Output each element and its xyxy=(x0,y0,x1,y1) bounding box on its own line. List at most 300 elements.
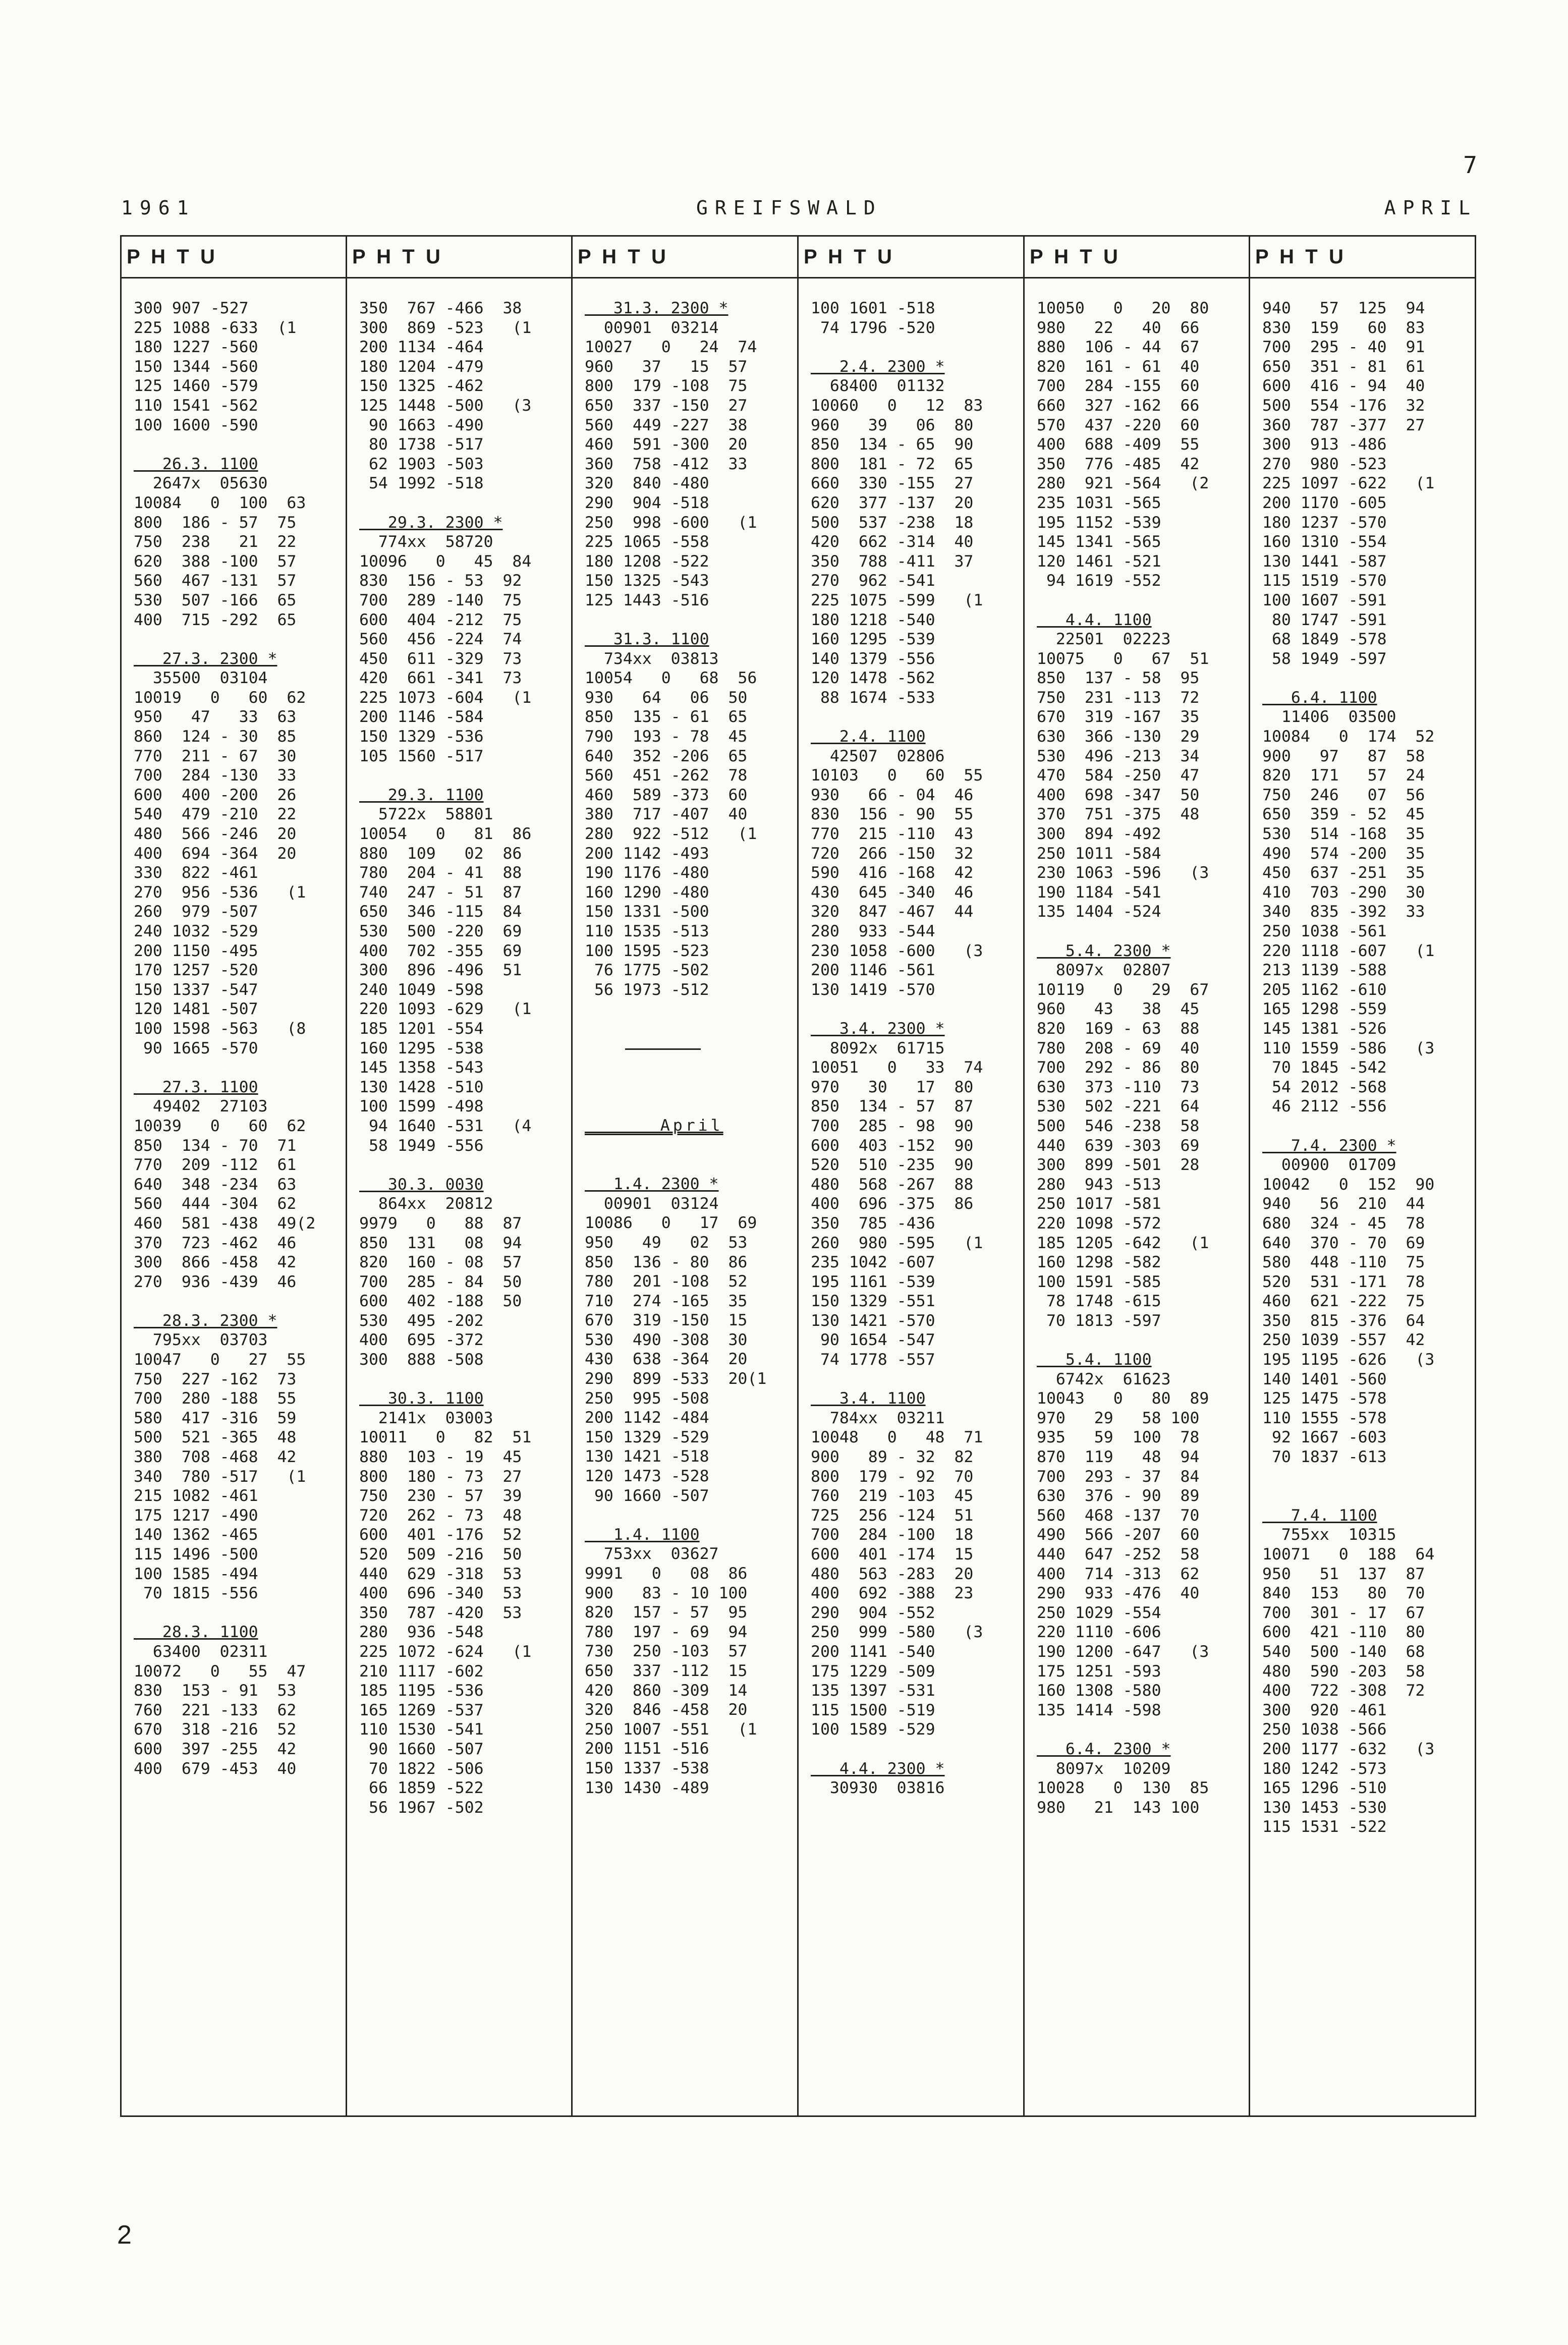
data-row: 10028 0 130 85 xyxy=(1037,1779,1209,1798)
data-row: 10075 0 67 51 xyxy=(1037,649,1209,668)
data-row: 220 1118 -607 (1 xyxy=(1262,941,1435,960)
data-row: 185 1205 -642 (1 xyxy=(1037,1234,1209,1252)
data-row: 225 1075 -599 (1 xyxy=(811,591,983,609)
spacer xyxy=(359,1155,567,1175)
column-header: P H T U xyxy=(347,236,572,278)
data-row: 590 416 -168 42 xyxy=(811,864,974,882)
data-row: 125 1460 -579 xyxy=(134,377,258,396)
data-row: 720 262 - 73 48 xyxy=(359,1506,522,1525)
data-row: 145 1381 -526 xyxy=(1262,1019,1387,1038)
data-row: 700 293 - 37 84 xyxy=(1037,1467,1200,1486)
data-row: 520 531 -171 78 xyxy=(1262,1272,1425,1291)
data-row: 650 337 -112 15 xyxy=(585,1661,748,1680)
spacer xyxy=(585,1077,793,1097)
data-row: 370 751 -375 48 xyxy=(1037,805,1200,824)
data-row: 350 767 -466 38 xyxy=(359,299,522,317)
data-row: 250 998 -600 (1 xyxy=(585,513,757,532)
data-row: 10039 0 60 62 xyxy=(134,1116,306,1135)
data-row: 500 521 -365 48 xyxy=(134,1428,297,1447)
data-row: 125 1443 -516 xyxy=(585,591,709,609)
data-row: 410 703 -290 30 xyxy=(1262,883,1425,902)
data-row: 180 1237 -570 xyxy=(1262,513,1387,532)
data-row: 150 1337 -538 xyxy=(585,1759,709,1777)
data-row: 750 230 - 57 39 xyxy=(359,1487,522,1505)
data-row: 10119 0 29 67 xyxy=(1037,980,1209,999)
data-row: 850 131 08 94 xyxy=(359,1234,522,1252)
data-row: 100 1601 -518 xyxy=(811,299,935,317)
spacer xyxy=(585,1155,793,1175)
station-code-line: 753xx 03627 xyxy=(585,1545,719,1564)
data-row: 140 1362 -465 xyxy=(134,1526,258,1544)
data-row: 200 1142 -484 xyxy=(585,1409,709,1427)
data-row: 250 1017 -581 xyxy=(1037,1195,1161,1213)
data-row: 220 1098 -572 xyxy=(1037,1214,1161,1233)
data-row: 660 330 -155 27 xyxy=(811,474,974,493)
data-row: 290 933 -476 40 xyxy=(1037,1584,1200,1603)
data-row: 400 715 -292 65 xyxy=(134,610,297,629)
data-row: 640 352 -206 65 xyxy=(585,747,748,765)
data-row: 10071 0 188 64 xyxy=(1262,1545,1435,1564)
data-row: 300 888 -508 xyxy=(359,1351,484,1369)
data-row: 58 1949 -556 xyxy=(359,1136,484,1155)
data-row: 280 943 -513 xyxy=(1037,1175,1161,1194)
data-row: 620 377 -137 20 xyxy=(811,493,974,512)
data-row: 115 1519 -570 xyxy=(1262,572,1387,590)
data-row: 160 1310 -554 xyxy=(1262,533,1387,551)
data-row: 400 714 -313 62 xyxy=(1037,1565,1200,1583)
sounding-heading: 27.3. 2300 * xyxy=(134,649,277,668)
data-row: 480 590 -203 58 xyxy=(1262,1662,1425,1681)
data-row: 330 822 -461 xyxy=(134,864,258,882)
sounding-heading: 3.4. 2300 * xyxy=(811,1019,945,1038)
data-row: 700 285 - 98 90 xyxy=(811,1116,974,1135)
sounding-heading: 5.4. 1100 xyxy=(1037,1351,1152,1369)
data-row: 530 514 -168 35 xyxy=(1262,825,1425,844)
data-row: 700 289 -140 75 xyxy=(359,591,522,609)
data-row: 950 47 33 63 xyxy=(134,708,297,727)
data-row: 430 638 -364 20 xyxy=(585,1350,748,1369)
data-row: 620 388 -100 57 xyxy=(134,552,297,571)
data-row: 400 692 -388 23 xyxy=(811,1584,974,1603)
data-row: 600 400 -200 26 xyxy=(134,786,297,804)
data-row: 660 327 -162 66 xyxy=(1037,396,1200,415)
data-row: 720 266 -150 32 xyxy=(811,844,974,863)
data-row: 600 421 -110 80 xyxy=(1262,1623,1425,1642)
data-row: 420 860 -309 14 xyxy=(585,1681,748,1700)
spacer xyxy=(811,707,1019,727)
data-row: 70 1822 -506 xyxy=(359,1759,484,1778)
sounding-heading: 2.4. 2300 * xyxy=(811,357,945,376)
data-row: 400 679 -453 40 xyxy=(134,1759,297,1778)
data-row: 490 574 -200 35 xyxy=(1262,844,1425,863)
data-row: 400 696 -375 86 xyxy=(811,1195,974,1213)
data-row: 195 1152 -539 xyxy=(1037,513,1161,532)
data-row: 500 554 -176 32 xyxy=(1262,396,1425,415)
data-row: 56 1973 -512 xyxy=(585,980,709,999)
spacer xyxy=(585,1019,793,1039)
data-row: 940 57 125 94 xyxy=(1262,299,1425,317)
data-row: 80 1738 -517 xyxy=(359,435,484,454)
data-row: 135 1414 -598 xyxy=(1037,1701,1161,1719)
data-row: 110 1541 -562 xyxy=(134,396,258,415)
data-row: 10050 0 20 80 xyxy=(1037,299,1209,317)
spacer xyxy=(1037,1330,1245,1350)
data-row: 940 56 210 44 xyxy=(1262,1195,1425,1213)
data-row: 760 221 -133 62 xyxy=(134,1701,297,1719)
data-row: 400 688 -409 55 xyxy=(1037,435,1200,454)
data-column-2 xyxy=(347,278,572,2116)
data-row: 230 1058 -600 (3 xyxy=(811,941,983,960)
data-row: 280 921 -564 (2 xyxy=(1037,474,1209,493)
sounding-heading: 6.4. 1100 xyxy=(1262,688,1377,707)
data-row: 400 722 -308 72 xyxy=(1262,1682,1425,1700)
data-row: 780 208 - 69 40 xyxy=(1037,1039,1200,1057)
data-row: 165 1269 -537 xyxy=(359,1701,484,1719)
data-row: 110 1530 -541 xyxy=(359,1720,484,1739)
spacer xyxy=(585,610,793,630)
data-row: 960 39 06 80 xyxy=(811,416,974,434)
data-row: 790 193 - 78 45 xyxy=(585,728,748,746)
data-row: 700 285 - 84 50 xyxy=(359,1272,522,1291)
data-row: 700 284 -155 60 xyxy=(1037,377,1200,396)
data-row: 380 708 -468 42 xyxy=(134,1448,297,1467)
data-row: 290 899 -533 20(1 xyxy=(585,1370,767,1388)
sounding-heading: 7.4. 1100 xyxy=(1262,1506,1377,1525)
data-row: 630 373 -110 73 xyxy=(1037,1078,1200,1096)
data-row: 900 97 87 58 xyxy=(1262,747,1425,765)
column-header: P H T U xyxy=(798,236,1024,278)
data-row: 90 1660 -507 xyxy=(585,1486,709,1505)
data-row: 250 1029 -554 xyxy=(1037,1603,1161,1622)
column-header: P H T U xyxy=(1024,236,1250,278)
data-row: 650 359 - 52 45 xyxy=(1262,805,1425,824)
data-row: 76 1775 -502 xyxy=(585,961,709,980)
sounding-table xyxy=(120,235,1476,2117)
station-code-line: 864xx 20812 xyxy=(359,1195,493,1213)
data-row: 54 1992 -518 xyxy=(359,474,484,493)
data-row: 88 1674 -533 xyxy=(811,688,935,707)
data-row: 350 815 -376 64 xyxy=(1262,1311,1425,1330)
data-row: 400 694 -364 20 xyxy=(134,844,297,863)
data-row: 110 1555 -578 xyxy=(1262,1409,1387,1427)
data-row: 130 1428 -510 xyxy=(359,1078,484,1096)
data-row: 100 1598 -563 (8 xyxy=(134,1019,306,1038)
data-row: 200 1134 -464 xyxy=(359,338,484,357)
data-row: 820 171 57 24 xyxy=(1262,766,1425,785)
data-row: 950 51 137 87 xyxy=(1262,1565,1425,1583)
spacer xyxy=(359,766,567,786)
data-row: 930 66 - 04 46 xyxy=(811,786,974,804)
data-row: 350 787 -420 53 xyxy=(359,1603,522,1622)
data-column-6 xyxy=(1250,278,1476,2116)
data-row: 92 1667 -603 xyxy=(1262,1428,1387,1447)
data-row: 150 1344 -560 xyxy=(134,357,258,376)
data-row: 420 662 -314 40 xyxy=(811,533,974,551)
data-row: 260 980 -595 (1 xyxy=(811,1234,983,1252)
data-row: 90 1660 -507 xyxy=(359,1740,484,1758)
data-row: 240 1049 -598 xyxy=(359,980,484,999)
station-code-line: 00901 03124 xyxy=(585,1194,719,1213)
data-row: 960 37 15 57 xyxy=(585,357,748,376)
data-row: 650 337 -150 27 xyxy=(585,396,748,415)
spacer xyxy=(1037,922,1245,941)
data-row: 400 696 -340 53 xyxy=(359,1584,522,1603)
station-code-line: 2141x 03003 xyxy=(359,1409,493,1427)
data-row: 300 896 -496 51 xyxy=(359,961,522,980)
data-row: 730 250 -103 57 xyxy=(585,1642,748,1661)
spacer xyxy=(134,1292,342,1311)
data-row: 630 366 -130 29 xyxy=(1037,728,1200,746)
data-row: 700 295 - 40 91 xyxy=(1262,338,1425,357)
data-row: 10103 0 60 55 xyxy=(811,766,983,785)
sounding-heading: 2.4. 1100 xyxy=(811,728,926,746)
data-row: 930 64 06 50 xyxy=(585,688,748,707)
spacer xyxy=(585,1136,793,1155)
spacer xyxy=(359,1370,567,1389)
data-row: 140 1379 -556 xyxy=(811,649,935,668)
data-row: 10019 0 60 62 xyxy=(134,688,306,707)
sounding-heading: 4.4. 1100 xyxy=(1037,610,1152,629)
data-row: 213 1139 -588 xyxy=(1262,961,1387,980)
data-row: 225 1065 -558 xyxy=(585,533,709,551)
data-row: 520 510 -235 90 xyxy=(811,1156,974,1175)
data-row: 460 621 -222 75 xyxy=(1262,1292,1425,1311)
spacer xyxy=(585,1097,793,1116)
data-row: 250 995 -508 xyxy=(585,1389,709,1408)
data-row: 870 119 48 94 xyxy=(1037,1448,1200,1467)
data-row: 750 246 07 56 xyxy=(1262,786,1425,804)
spacer xyxy=(811,338,1019,357)
data-row: 150 1329 -529 xyxy=(585,1428,709,1446)
data-row: 800 179 - 92 70 xyxy=(811,1467,974,1486)
data-row: 340 835 -392 33 xyxy=(1262,903,1425,921)
station-code-line: 30930 03816 xyxy=(811,1779,945,1798)
data-row: 10042 0 152 90 xyxy=(1262,1175,1435,1194)
header-station: GREIFSWALD xyxy=(696,197,882,219)
data-row: 600 416 - 94 40 xyxy=(1262,377,1425,396)
data-row: 560 468 -137 70 xyxy=(1037,1506,1200,1525)
data-row: 190 1200 -647 (3 xyxy=(1037,1642,1209,1661)
spacer xyxy=(134,435,342,455)
data-row: 94 1640 -531 (4 xyxy=(359,1116,532,1135)
data-row: 150 1329 -551 xyxy=(811,1292,935,1311)
data-row: 150 1325 -543 xyxy=(585,572,709,590)
data-row: 10027 0 24 74 xyxy=(585,338,757,357)
data-row: 500 546 -238 58 xyxy=(1037,1116,1200,1135)
month-heading: April xyxy=(585,1116,723,1135)
data-row: 370 723 -462 46 xyxy=(134,1234,297,1252)
spacer xyxy=(1037,591,1245,610)
sounding-heading: 1.4. 2300 * xyxy=(585,1175,719,1194)
data-row: 160 1308 -580 xyxy=(1037,1682,1161,1700)
data-row: 360 758 -412 33 xyxy=(585,455,748,473)
data-row: 830 153 - 91 53 xyxy=(134,1682,297,1700)
data-row: 640 370 - 70 69 xyxy=(1262,1234,1425,1252)
data-row: 180 1242 -573 xyxy=(1262,1759,1387,1778)
station-code-line: 774xx 58720 xyxy=(359,533,493,551)
data-row: 560 456 -224 74 xyxy=(359,630,522,649)
data-row: 900 83 - 10 100 xyxy=(585,1584,748,1602)
data-row: 250 1038 -561 xyxy=(1262,922,1387,940)
station-code-line: 784xx 03211 xyxy=(811,1409,945,1427)
data-row: 350 776 -485 42 xyxy=(1037,455,1200,473)
data-row: 100 1595 -523 xyxy=(585,941,709,960)
data-row: 750 231 -113 72 xyxy=(1037,688,1200,707)
data-row: 120 1461 -521 xyxy=(1037,552,1161,571)
data-row: 160 1295 -539 xyxy=(811,630,935,649)
data-row: 820 161 - 61 40 xyxy=(1037,357,1200,376)
data-row: 120 1481 -507 xyxy=(134,1000,258,1019)
data-row: 130 1453 -530 xyxy=(1262,1798,1387,1817)
data-row: 570 437 -220 60 xyxy=(1037,416,1200,434)
data-row: 130 1430 -489 xyxy=(585,1778,709,1797)
header-month: APRIL xyxy=(1384,197,1477,219)
station-code-line: 8092x 61715 xyxy=(811,1039,945,1057)
data-row: 380 717 -407 40 xyxy=(585,805,748,824)
data-row: 935 59 100 78 xyxy=(1037,1428,1200,1447)
data-row: 600 401 -174 15 xyxy=(811,1545,974,1564)
station-code-line: 795xx 03703 xyxy=(134,1331,268,1350)
data-row: 180 1208 -522 xyxy=(585,552,709,571)
data-column-1 xyxy=(121,278,347,2116)
data-row: 530 495 -202 xyxy=(359,1311,484,1330)
data-row: 640 348 -234 63 xyxy=(134,1175,297,1194)
station-code-line: 00901 03214 xyxy=(585,318,719,337)
data-row: 200 1151 -516 xyxy=(585,1740,709,1758)
data-row: 9991 0 08 86 xyxy=(585,1565,748,1583)
data-row: 94 1619 -552 xyxy=(1037,572,1161,590)
station-code-line: 35500 03104 xyxy=(134,669,268,688)
data-row: 250 1038 -566 xyxy=(1262,1720,1387,1739)
data-column-4 xyxy=(798,278,1024,2116)
data-row: 140 1401 -560 xyxy=(1262,1370,1387,1388)
data-row: 70 1815 -556 xyxy=(134,1584,258,1603)
data-row: 115 1496 -500 xyxy=(134,1545,258,1564)
data-row: 10047 0 27 55 xyxy=(134,1351,306,1369)
data-row: 130 1421 -570 xyxy=(811,1311,935,1330)
data-row: 360 787 -377 27 xyxy=(1262,416,1425,434)
data-row: 90 1665 -570 xyxy=(134,1039,258,1057)
data-row: 850 134 - 65 90 xyxy=(811,435,974,454)
station-code-line: 42507 02806 xyxy=(811,747,945,765)
data-row: 10072 0 55 47 xyxy=(134,1662,306,1681)
spacer xyxy=(134,1603,342,1623)
data-row: 650 346 -115 84 xyxy=(359,903,522,921)
data-row: 200 1170 -605 xyxy=(1262,493,1387,512)
data-row: 800 179 -108 75 xyxy=(585,377,748,396)
data-row: 135 1404 -524 xyxy=(1037,903,1161,921)
data-row: 420 661 -341 73 xyxy=(359,669,522,688)
data-row: 600 403 -152 90 xyxy=(811,1136,974,1155)
station-code-line: 5722x 58801 xyxy=(359,805,493,824)
data-row: 270 962 -541 xyxy=(811,572,935,590)
data-row: 74 1796 -520 xyxy=(811,318,935,337)
spacer xyxy=(134,630,342,649)
data-row: 520 509 -216 50 xyxy=(359,1545,522,1564)
data-row: 300 894 -492 xyxy=(1037,825,1161,844)
data-row: 440 629 -318 53 xyxy=(359,1565,522,1583)
data-row: 175 1229 -509 xyxy=(811,1662,935,1681)
data-row: 740 247 - 51 87 xyxy=(359,883,522,902)
data-row: 46 2112 -556 xyxy=(1262,1097,1387,1116)
data-row: 160 1295 -538 xyxy=(359,1039,484,1057)
divider-line xyxy=(625,1048,701,1050)
data-row: 830 159 60 83 xyxy=(1262,318,1425,337)
data-row: 400 698 -347 50 xyxy=(1037,786,1200,804)
data-row: 280 933 -544 xyxy=(811,922,935,940)
data-row: 460 589 -373 60 xyxy=(585,786,748,804)
data-row: 130 1441 -587 xyxy=(1262,552,1387,571)
data-row: 950 49 02 53 xyxy=(585,1233,748,1252)
data-row: 250 999 -580 (3 xyxy=(811,1623,983,1642)
data-row: 10051 0 33 74 xyxy=(811,1058,983,1077)
data-row: 560 467 -131 57 xyxy=(134,572,297,590)
data-row: 175 1251 -593 xyxy=(1037,1662,1161,1681)
data-row: 580 417 -316 59 xyxy=(134,1409,297,1427)
data-row: 215 1082 -461 xyxy=(134,1487,258,1505)
data-row: 750 238 21 22 xyxy=(134,533,297,551)
data-row: 800 181 - 72 65 xyxy=(811,455,974,473)
data-row: 110 1559 -586 (3 xyxy=(1262,1039,1435,1057)
sounding-heading: 31.3. 1100 xyxy=(585,630,709,649)
station-code-line: 6742x 61623 xyxy=(1037,1370,1171,1388)
spacer xyxy=(811,1370,1019,1389)
data-row: 530 507 -166 65 xyxy=(134,591,297,609)
data-row: 580 448 -110 75 xyxy=(1262,1253,1425,1272)
data-row: 120 1473 -528 xyxy=(585,1467,709,1486)
station-code-line: 00900 01709 xyxy=(1262,1156,1396,1175)
data-row: 125 1475 -578 xyxy=(1262,1389,1387,1408)
data-row: 200 1141 -540 xyxy=(811,1642,935,1661)
data-row: 600 397 -255 42 xyxy=(134,1740,297,1758)
data-row: 54 2012 -568 xyxy=(1262,1078,1387,1096)
data-row: 145 1358 -543 xyxy=(359,1058,484,1077)
data-row: 90 1663 -490 xyxy=(359,416,484,434)
data-row: 300 866 -458 42 xyxy=(134,1253,297,1272)
sounding-heading: 27.3. 1100 xyxy=(134,1078,258,1096)
data-row: 235 1042 -607 xyxy=(811,1253,935,1272)
data-row: 70 1813 -597 xyxy=(1037,1311,1161,1330)
data-row: 10086 0 17 69 xyxy=(585,1214,757,1233)
spacer xyxy=(1262,1116,1471,1136)
data-row: 980 21 143 100 xyxy=(1037,1798,1200,1817)
data-row: 750 227 -162 73 xyxy=(134,1370,297,1388)
data-row: 160 1298 -582 xyxy=(1037,1253,1161,1272)
data-row: 280 936 -548 xyxy=(359,1623,484,1642)
spacer xyxy=(1037,1720,1245,1740)
data-row: 80 1747 -591 xyxy=(1262,610,1387,629)
data-row: 830 156 - 53 92 xyxy=(359,572,522,590)
data-row: 56 1967 -502 xyxy=(359,1798,484,1817)
data-row: 450 637 -251 35 xyxy=(1262,864,1425,882)
data-row: 62 1903 -503 xyxy=(359,455,484,473)
data-row: 200 1142 -493 xyxy=(585,844,709,863)
sounding-heading: 29.3. 2300 * xyxy=(359,513,503,532)
data-column-5 xyxy=(1024,278,1250,2116)
data-row: 225 1097 -622 (1 xyxy=(1262,474,1435,493)
data-row: 210 1117 -602 xyxy=(359,1662,484,1681)
data-row: 540 500 -140 68 xyxy=(1262,1642,1425,1661)
data-row: 90 1654 -547 xyxy=(811,1331,935,1350)
data-row: 850 136 - 80 86 xyxy=(585,1253,748,1271)
data-row: 320 846 -458 20 xyxy=(585,1701,748,1719)
data-row: 270 980 -523 xyxy=(1262,455,1387,473)
data-row: 460 591 -300 20 xyxy=(585,435,748,454)
data-row: 205 1162 -610 xyxy=(1262,980,1387,999)
data-row: 170 1257 -520 xyxy=(134,961,258,980)
data-row: 10096 0 45 84 xyxy=(359,552,532,571)
data-row: 300 899 -501 28 xyxy=(1037,1156,1200,1175)
